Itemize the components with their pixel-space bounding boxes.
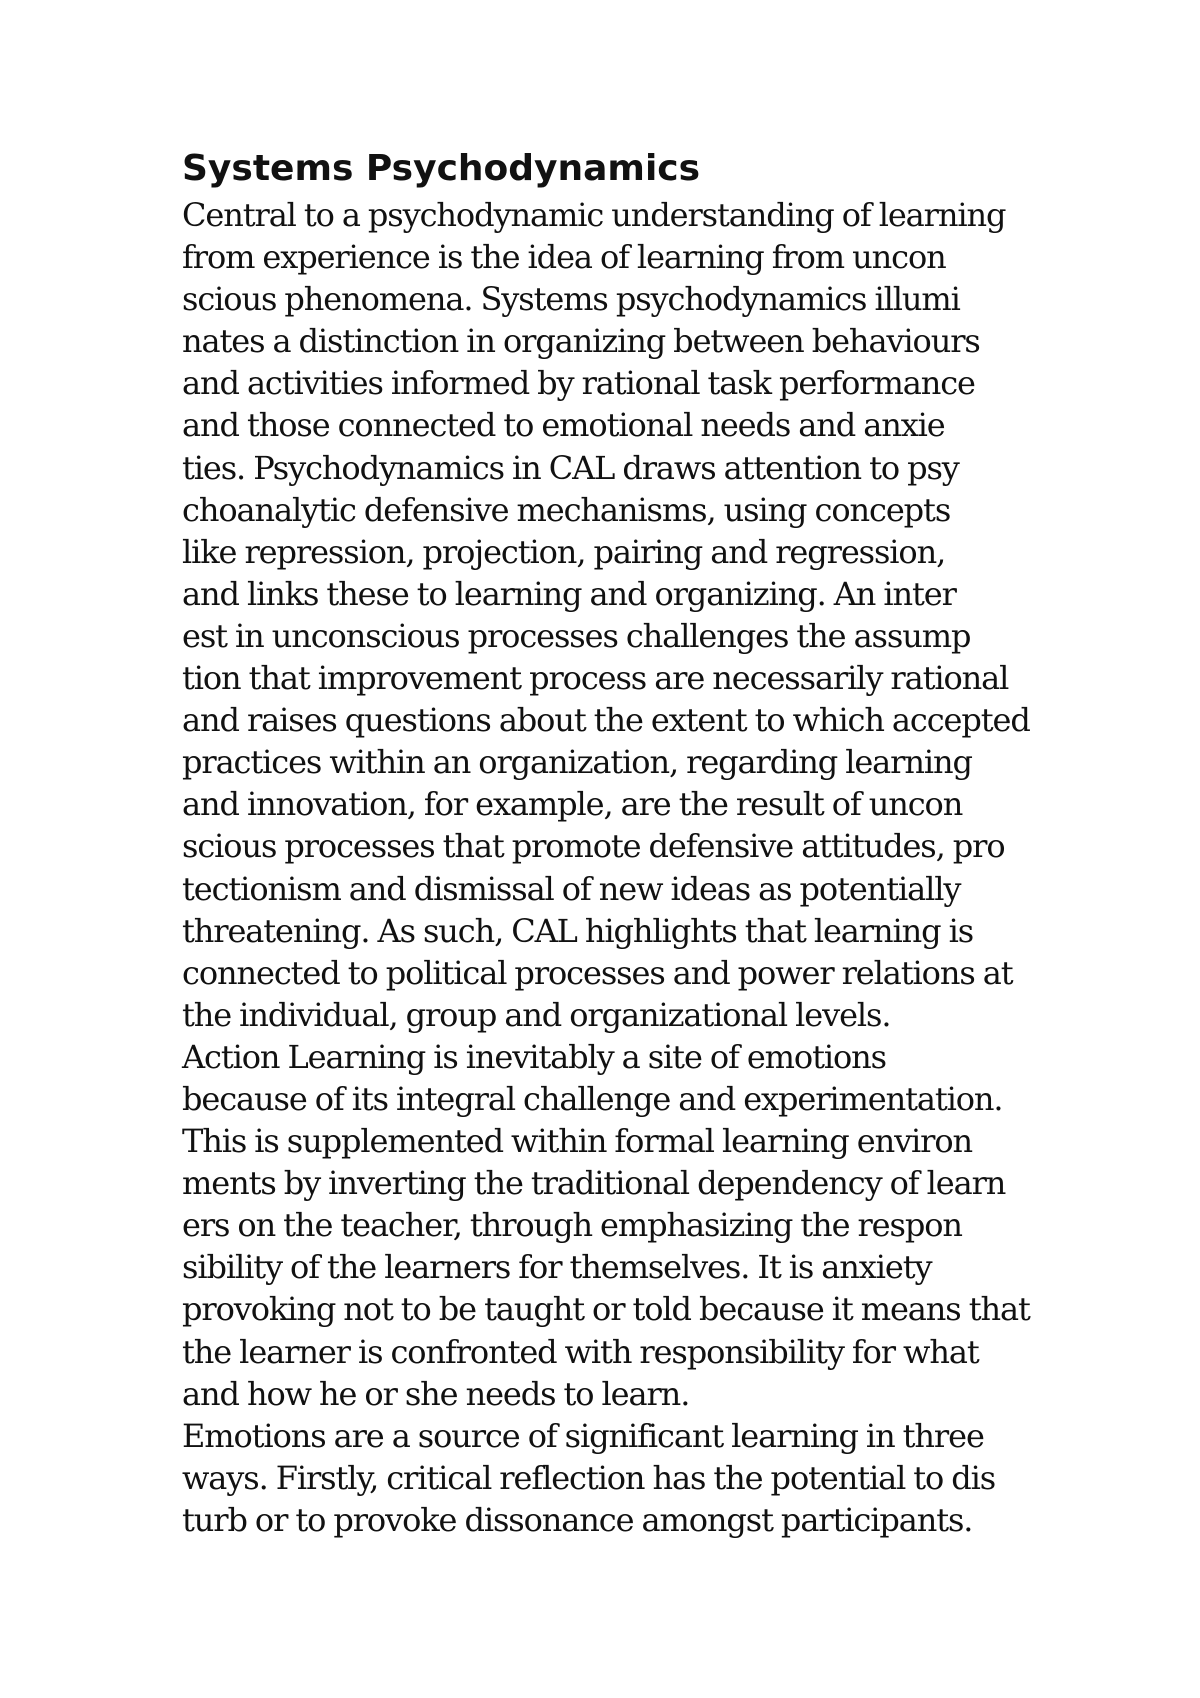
text-line: and activities informed by rational task performance xyxy=(182,364,975,403)
text-line: threatening. As such, CAL highlights that learning is xyxy=(182,911,974,950)
text-line: and raises questions about the extent to which accepted xyxy=(182,701,1030,740)
text-line: and links these to learning and organizing. An inter xyxy=(182,574,956,613)
text-line: from experience is the idea of learning from uncon xyxy=(182,238,946,277)
text-line: est in unconscious processes challenges the assump xyxy=(182,616,971,655)
text-line: provoking not to be taught or told because it means that xyxy=(182,1290,1030,1329)
text-line: practices within an organization, regarding learning xyxy=(182,743,972,782)
text-line: like repression, projection, pairing and regression, xyxy=(182,532,946,571)
text-line: ties. Psychodynamics in CAL draws attention to psy xyxy=(182,448,959,487)
document-content xyxy=(182,144,1082,1541)
text-line: and those connected to emotional needs and anxie xyxy=(182,406,945,445)
text-line: and innovation, for example, are the result of uncon xyxy=(182,785,963,824)
text-line: Central to a psychodynamic understanding of learning xyxy=(182,196,1006,234)
text-line: ers on the teacher, through emphasizing the respon xyxy=(182,1206,962,1245)
text-line: the individual, group and organizational levels. xyxy=(182,995,891,1034)
text-line: ments by inverting the traditional dependency of learn xyxy=(182,1164,1006,1203)
text-line: scious phenomena. Systems psychodynamics illumi xyxy=(182,280,960,319)
text-line: turb or to provoke dissonance amongst participants. xyxy=(182,1500,973,1539)
section-heading: Systems Psychodynamics xyxy=(182,148,701,189)
text-line: choanalytic defensive mechanisms, using concepts xyxy=(182,490,951,529)
text-line: and how he or she needs to learn. xyxy=(182,1374,690,1413)
text-line: the learner is confronted with responsibility for what xyxy=(182,1332,979,1371)
text-line: tion that improvement process are necessarily rational xyxy=(182,659,1009,698)
text-line: nates a distinction in organizing between behaviours xyxy=(182,322,980,361)
text-line: because of its integral challenge and experimentation. xyxy=(182,1079,1003,1118)
text-line: scious processes that promote defensive attitudes, pro xyxy=(182,827,1005,866)
text-line: connected to political processes and power relations at xyxy=(182,953,1013,992)
text-line: sibility of the learners for themselves. It is anxiety xyxy=(182,1248,932,1287)
text-line: ways. Firstly, critical reflection has the potential to dis xyxy=(182,1458,996,1497)
text-line: This is supplemented within formal learning environ xyxy=(182,1122,973,1161)
text-line: Action Learning is inevitably a site of emotions xyxy=(182,1037,886,1076)
body-text xyxy=(182,194,1082,1541)
text-line: Emotions are a source of significant learning in three xyxy=(182,1416,984,1455)
text-line: tectionism and dismissal of new ideas as potentially xyxy=(182,869,961,908)
